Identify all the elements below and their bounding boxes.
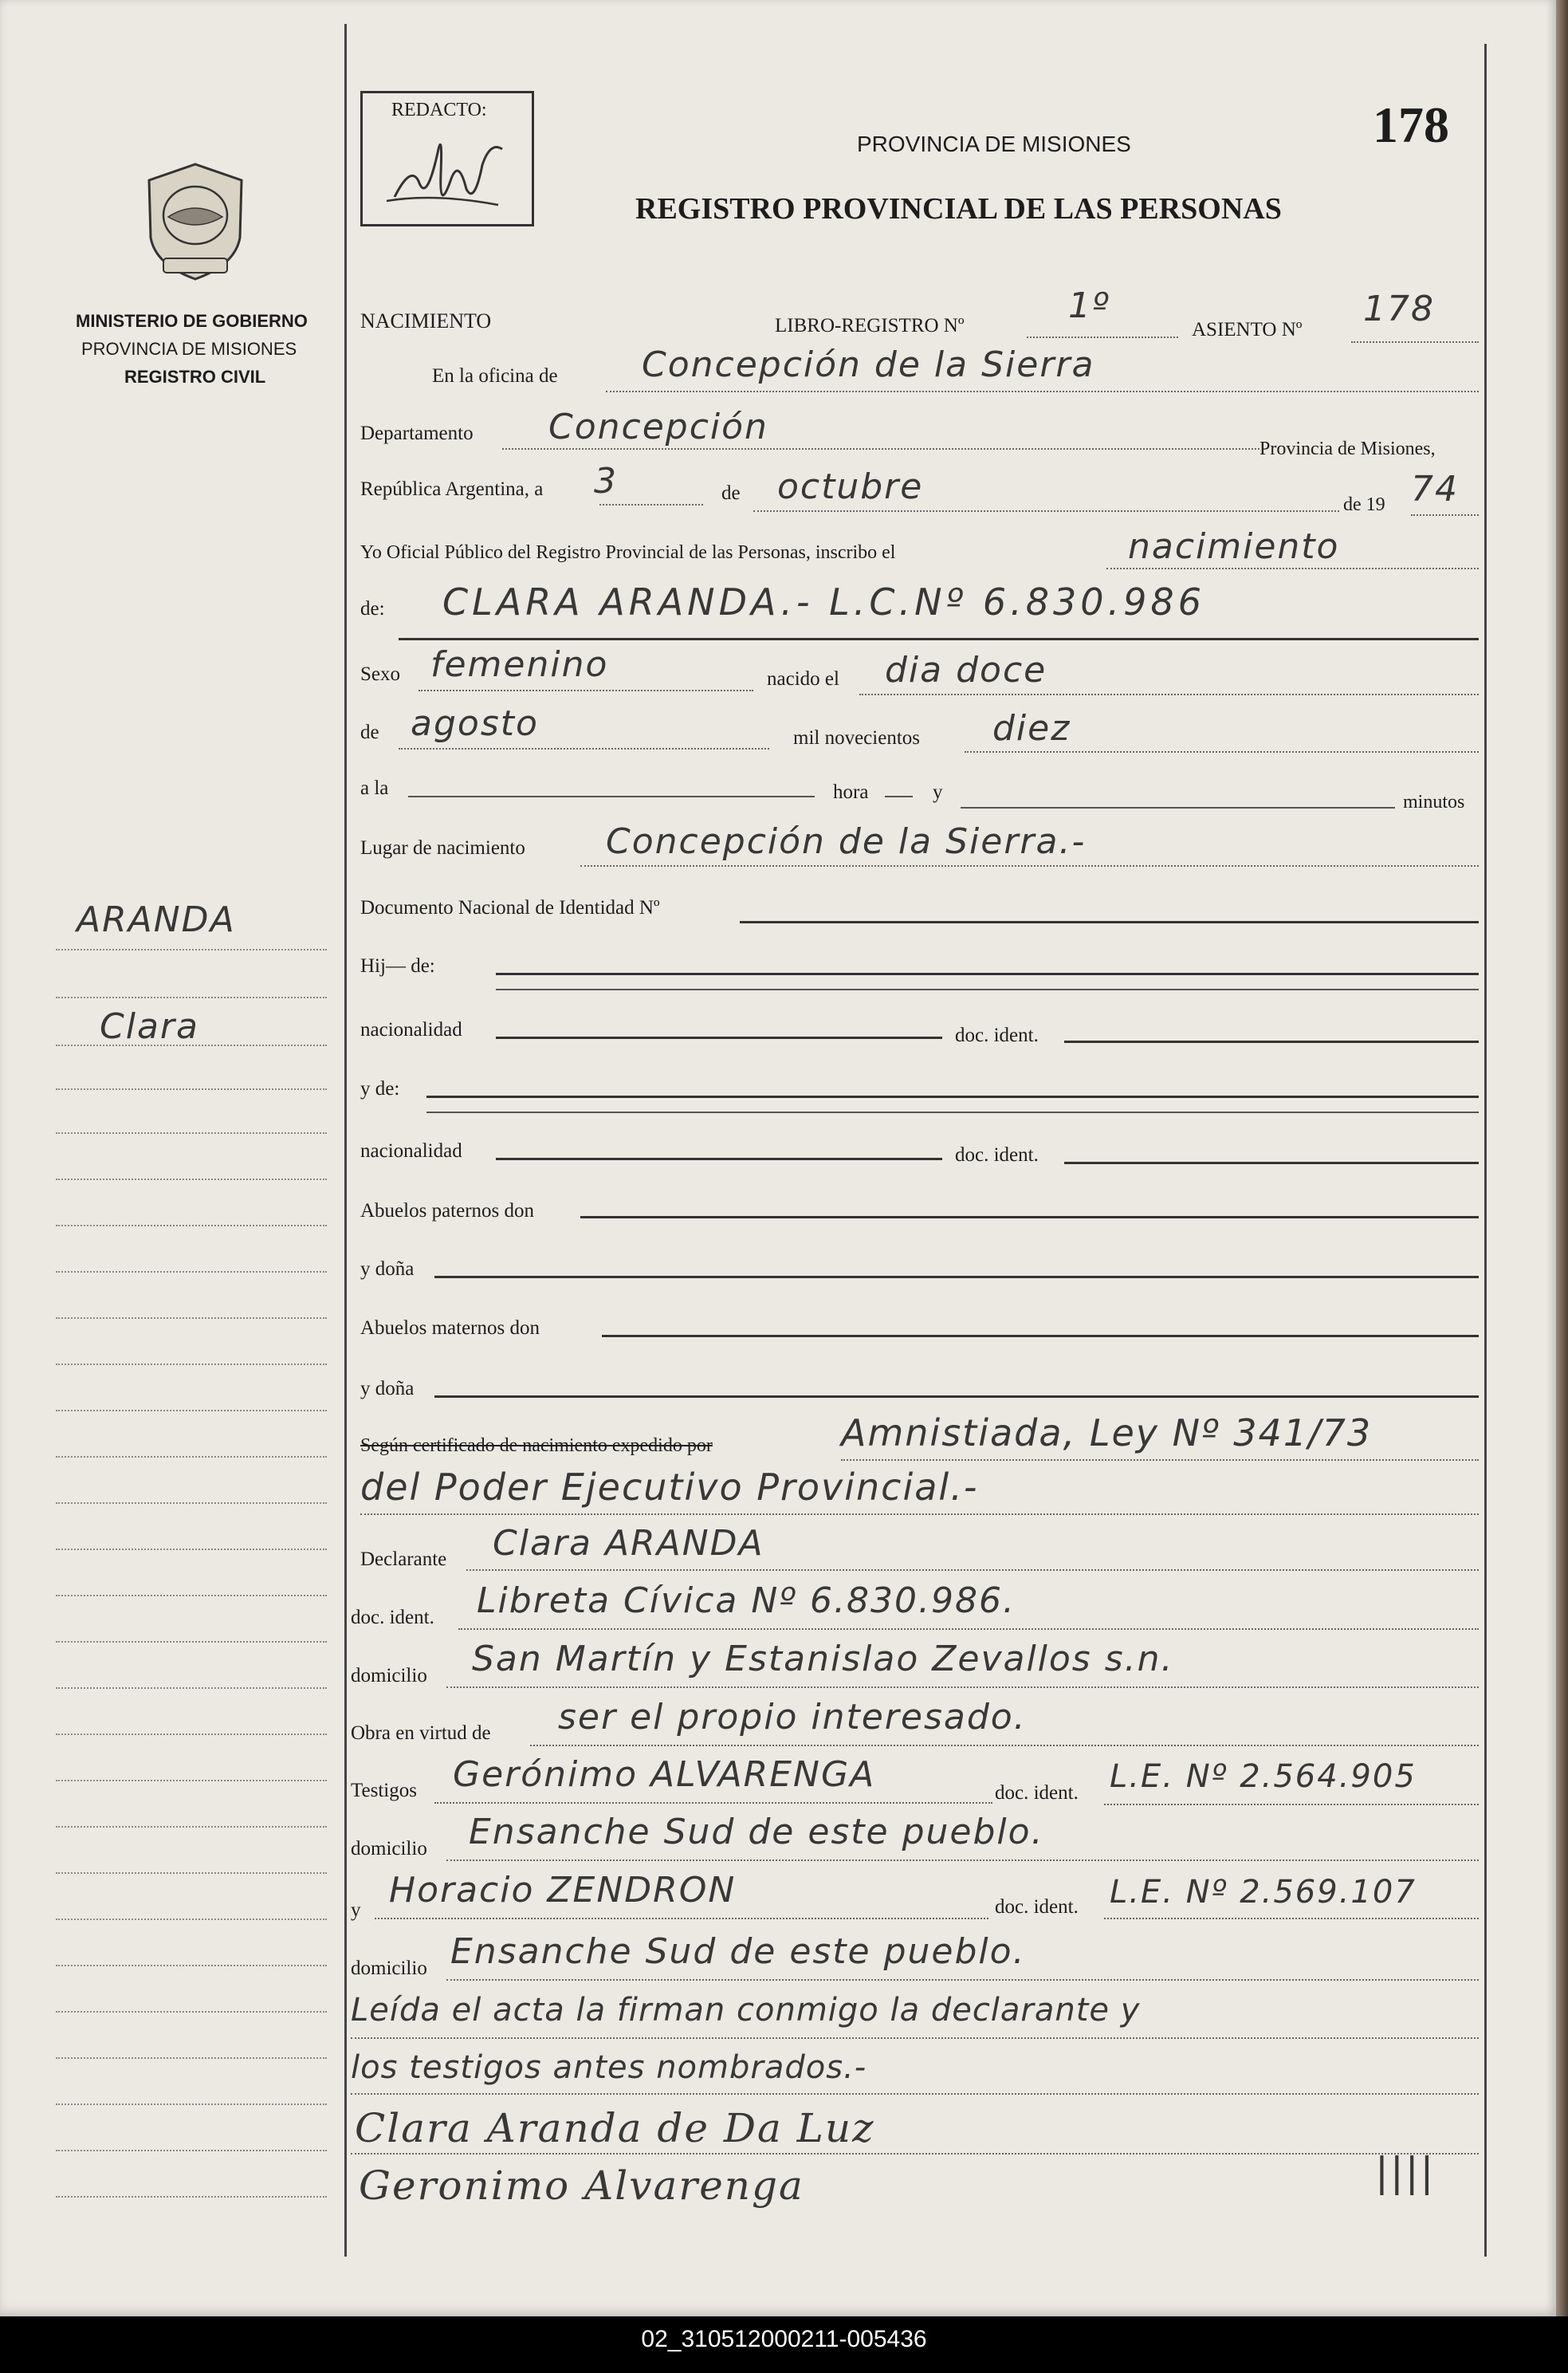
- domicilio-label: domicilio: [351, 1665, 427, 1686]
- libro-dots: [1027, 336, 1178, 338]
- nacido-label: nacido el: [767, 668, 839, 690]
- segun-label: Según certificado de nacimiento expedido por: [360, 1435, 713, 1456]
- sidebar-rule: [56, 2103, 327, 2105]
- departamento-label: Departamento: [360, 423, 474, 444]
- signature-dots-1: [351, 2153, 1479, 2155]
- asiento-value: 178: [1363, 289, 1435, 329]
- province-header: PROVINCIA DE MISIONES: [857, 132, 1131, 156]
- year-dots: [1411, 514, 1479, 516]
- day-dots: [599, 504, 703, 506]
- doc-ident-1-label: doc. ident.: [955, 1025, 1039, 1046]
- hijo-label: Hij— de:: [360, 955, 435, 977]
- obra-label: Obra en virtud de: [351, 1722, 491, 1744]
- leida-line-1: Leída el acta la firman conmigo la declarante y: [351, 1992, 1141, 2029]
- sidebar-rule: [56, 2011, 327, 2013]
- testigo1-value: Gerónimo ALVARENGA: [453, 1754, 876, 1795]
- y-dona-1-line: [434, 1276, 1479, 1278]
- day-value: 3: [594, 461, 618, 502]
- abuelos-pat-line: [580, 1216, 1479, 1218]
- sidebar-rule: [56, 1687, 327, 1689]
- testigos-label: Testigos: [351, 1780, 417, 1801]
- sidebar-rule: [56, 1780, 327, 1781]
- segun-dots-1: [841, 1459, 1479, 1461]
- footer-strip: [0, 2316, 1568, 2373]
- testigo2-value: Horacio ZENDRON: [389, 1870, 737, 1911]
- mes-nac-value: agosto: [411, 703, 539, 744]
- abuelos-mat-label: Abuelos maternos don: [360, 1317, 540, 1339]
- left-margin-rule: [344, 24, 347, 2257]
- testigo1-dots: [434, 1802, 992, 1804]
- a-la-label: a la: [360, 777, 389, 799]
- nacionalidad-2-label: nacionalidad: [360, 1140, 462, 1162]
- oficina-label: En la oficina de: [432, 365, 558, 387]
- segun-value-1: Amnistiada, Ley Nº 341/73: [841, 1411, 1373, 1454]
- sidebar-rule: [56, 1179, 327, 1180]
- domicilio-t2-label: domicilio: [351, 1958, 427, 1979]
- declarante-label: Declarante: [360, 1549, 447, 1570]
- domicilio-t2-dots: [446, 1979, 1479, 1981]
- yo-oficial-label: Yo Oficial Público del Registro Provincial de las Personas, inscribo el: [360, 542, 896, 563]
- sidebar-rule: [56, 1595, 327, 1596]
- domicilio-dots: [446, 1686, 1479, 1688]
- y-de-line-2: [426, 1112, 1479, 1113]
- sidebar-rule: [56, 1132, 327, 1134]
- oficina-value: Concepción de la Sierra: [642, 344, 1095, 385]
- hora-dash: [885, 796, 913, 797]
- testigo2-doc-label: doc. ident.: [995, 1896, 1079, 1918]
- tally-marks: ||||: [1375, 2149, 1436, 2195]
- leida-line-2: los testigos antes nombrados.-: [351, 2049, 867, 2086]
- sidebar-rule: [56, 1502, 327, 1504]
- testigo1-doc-dots: [1104, 1804, 1479, 1805]
- hijo-line-1: [496, 973, 1479, 975]
- testigo1-doc-label: doc. ident.: [995, 1782, 1079, 1804]
- sidebar-rule: [56, 949, 327, 950]
- departamento-dots: [502, 448, 1260, 450]
- province-emblem-icon: [140, 159, 251, 287]
- dni-line: [740, 921, 1479, 923]
- year-value: 74: [1411, 469, 1459, 510]
- sidebar-rule: [56, 1088, 327, 1090]
- nacido-dots: [859, 694, 1479, 695]
- libro-label: LIBRO-REGISTRO Nº: [775, 315, 965, 336]
- signature-testigo: Geronimo Alvarenga: [359, 2162, 804, 2209]
- sexo-dots: [419, 690, 753, 691]
- sidebar-rule: [56, 1317, 327, 1319]
- sidebar-rule: [56, 1872, 327, 1874]
- sexo-value: femenino: [430, 644, 609, 685]
- sidebar-rule: [56, 1456, 327, 1458]
- sidebar-rule: [56, 1826, 327, 1828]
- leida-dots-2: [351, 2093, 1479, 2095]
- hora-label: hora: [833, 781, 869, 803]
- sidebar-rule: [56, 1225, 327, 1226]
- sidebar-rule: [56, 1045, 327, 1046]
- sidebar-rule: [56, 1271, 327, 1273]
- page-number: 178: [1373, 96, 1449, 153]
- oficina-dots: [606, 391, 1479, 392]
- y-de-line-1: [426, 1096, 1479, 1098]
- doc-ident-2-line: [1064, 1162, 1479, 1164]
- domicilio-t1-dots: [446, 1859, 1479, 1861]
- redacto-signature-icon: [363, 117, 530, 221]
- segun-value-2: del Poder Ejecutivo Provincial.-: [360, 1466, 979, 1509]
- departamento-value: Concepción: [548, 407, 768, 447]
- sidebar-rule: [56, 2150, 327, 2151]
- doc-ident-decl-label: doc. ident.: [351, 1607, 434, 1628]
- redacto-label: REDACTO:: [391, 100, 487, 120]
- mes-de-label: de: [360, 722, 379, 743]
- sidebar-rule: [56, 1641, 327, 1643]
- y-de-label: y de:: [360, 1078, 400, 1100]
- doc-ident-decl-value: Libreta Cívica Nº 6.830.986.: [477, 1580, 1016, 1621]
- anio-nac-dots: [965, 751, 1479, 753]
- a-la-line: [408, 796, 815, 797]
- provincia-suffix: Provincia de Misiones,: [1260, 439, 1436, 459]
- person-value: CLARA ARANDA.- L.C.Nº 6.830.986: [442, 580, 1205, 624]
- minutos-line: [961, 807, 1395, 809]
- sidebar-given-name: Clara: [100, 1006, 199, 1047]
- minutos-label: minutos: [1403, 792, 1465, 813]
- obra-dots: [530, 1745, 1479, 1746]
- sidebar-rule: [56, 1965, 327, 1966]
- abuelos-mat-line: [602, 1335, 1479, 1337]
- month-de-label: de: [721, 482, 741, 504]
- sidebar-rule: [56, 2196, 327, 2198]
- lugar-value: Concepción de la Sierra.-: [606, 821, 1087, 862]
- doc-ident-2-label: doc. ident.: [955, 1144, 1039, 1166]
- page-edge: [1556, 0, 1568, 2316]
- footer-code: 02_310512000211-005436: [641, 2326, 927, 2352]
- nacionalidad-1-line: [496, 1037, 942, 1039]
- sidebar-surname: ARANDA: [77, 899, 236, 940]
- testigo2-doc-dots: [1104, 1918, 1479, 1919]
- registry-title: REGISTRO PROVINCIAL DE LAS PERSONAS: [635, 192, 1282, 226]
- nacionalidad-2-line: [496, 1158, 942, 1160]
- republica-label: República Argentina, a: [360, 478, 544, 500]
- sidebar-registry-label: REGISTRO CIVIL: [124, 367, 266, 387]
- month-dots: [753, 510, 1339, 512]
- y-dona-2-line: [434, 1395, 1479, 1398]
- sidebar-rule: [56, 1734, 327, 1735]
- asiento-dots: [1351, 341, 1479, 343]
- mes-nac-dots: [399, 748, 769, 750]
- redacto-stamp-box: [360, 91, 534, 226]
- y-dona-1-label: y doña: [360, 1258, 415, 1280]
- sidebar-rule: [56, 1364, 327, 1365]
- de-colon-label: de:: [360, 598, 385, 620]
- obra-value: ser el propio interesado.: [558, 1697, 1027, 1737]
- signature-declarante: Clara Aranda de Da Luz: [355, 2105, 875, 2151]
- domicilio-t1-value: Ensanche Sud de este pueblo.: [469, 1812, 1044, 1852]
- sidebar-province-label: PROVINCIA DE MISIONES: [81, 339, 297, 359]
- inscribo-value: nacimiento: [1128, 526, 1340, 567]
- dni-label: Documento Nacional de Identidad Nº: [360, 897, 660, 919]
- person-line: [399, 638, 1479, 640]
- nacido-value: dia doce: [885, 650, 1047, 691]
- doc-ident-1-line: [1064, 1041, 1479, 1043]
- lugar-label: Lugar de nacimiento: [360, 837, 525, 859]
- declarante-value: Clara ARANDA: [493, 1523, 764, 1564]
- testigo2-dots: [375, 1918, 988, 1919]
- sexo-label: Sexo: [360, 663, 400, 685]
- month-value: octubre: [777, 466, 924, 507]
- doc-ident-decl-dots: [458, 1628, 1479, 1630]
- hijo-line-2: [496, 989, 1479, 990]
- asiento-label: ASIENTO Nº: [1192, 319, 1303, 340]
- right-margin-rule: [1484, 44, 1487, 2257]
- testigo1-doc-value: L.E. Nº 2.564.905: [1110, 1758, 1417, 1795]
- y-dona-2-label: y doña: [360, 1378, 415, 1399]
- type-label: NACIMIENTO: [360, 309, 492, 333]
- domicilio-t1-label: domicilio: [351, 1838, 427, 1859]
- testigo2-doc-value: L.E. Nº 2.569.107: [1110, 1874, 1417, 1911]
- segun-dots-2: [360, 1513, 1479, 1515]
- leida-dots-1: [351, 2037, 1479, 2039]
- domicilio-value: San Martín y Estanislao Zevallos s.n.: [472, 1639, 1174, 1679]
- lugar-dots: [580, 865, 1479, 867]
- year-prefix: de 19: [1343, 494, 1385, 515]
- y-testigo2-label: y: [351, 1899, 361, 1921]
- sidebar-rule: [56, 1549, 327, 1550]
- y-hora-label: y: [933, 781, 943, 803]
- sidebar-rule: [56, 1410, 327, 1411]
- libro-value: 1º: [1068, 285, 1110, 326]
- sidebar-rule: [56, 997, 327, 998]
- sidebar-rule: [56, 1918, 327, 1920]
- anio-nac-value: diez: [992, 708, 1071, 749]
- ministry-label: MINISTERIO DE GOBIERNO: [76, 311, 308, 331]
- abuelos-pat-label: Abuelos paternos don: [360, 1200, 535, 1222]
- nacionalidad-1-label: nacionalidad: [360, 1019, 462, 1041]
- mil-label: mil novecientos: [793, 727, 920, 749]
- domicilio-t2-value: Ensanche Sud de este pueblo.: [450, 1931, 1026, 1972]
- declarante-dots: [466, 1569, 1479, 1571]
- sidebar-rule: [56, 2057, 327, 2059]
- inscribo-dots: [1106, 568, 1479, 569]
